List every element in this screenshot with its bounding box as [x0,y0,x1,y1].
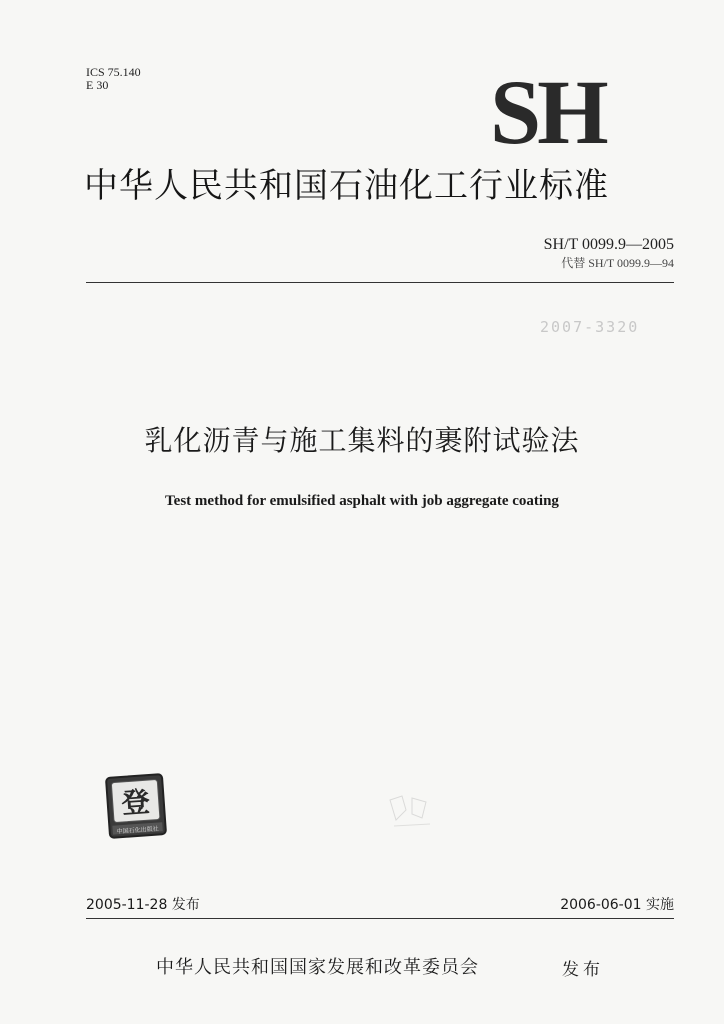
bottom-divider [86,918,674,919]
standard-authority-title: 中华人民共和国石油化工行业标准 [84,166,609,206]
registration-seal-icon [104,772,168,840]
implementation-date: 2006-06-01 实施 [560,897,674,913]
sh-logo: SH [490,61,605,163]
issue-date: 2005-11-28 发布 [86,897,200,913]
standard-number: SH/T 0099.9—2005 [543,236,674,253]
publisher-action: 发布 [562,960,604,980]
document-title-english: Test method for emulsified asphalt with job aggregate coating [165,493,559,509]
top-divider [86,282,674,283]
category-code: E 30 [86,78,109,92]
seal-caption: 中国石化出版社 [116,825,159,836]
ics-code: ICS 75.140 [86,65,141,79]
publisher-name: 中华人民共和国国家发展和改革委员会 [156,957,479,978]
replaces-standard: 代替 SH/T 0099.9—94 [561,256,674,270]
faint-watermark-icon [382,790,442,840]
document-title-chinese: 乳化沥青与施工集料的裹附试验法 [144,424,580,457]
standard-code-block [544,236,674,270]
classification-codes [86,66,141,92]
archive-stamp-number: 2007-3320 [540,318,640,336]
seal-glyph: 登 [120,785,151,820]
